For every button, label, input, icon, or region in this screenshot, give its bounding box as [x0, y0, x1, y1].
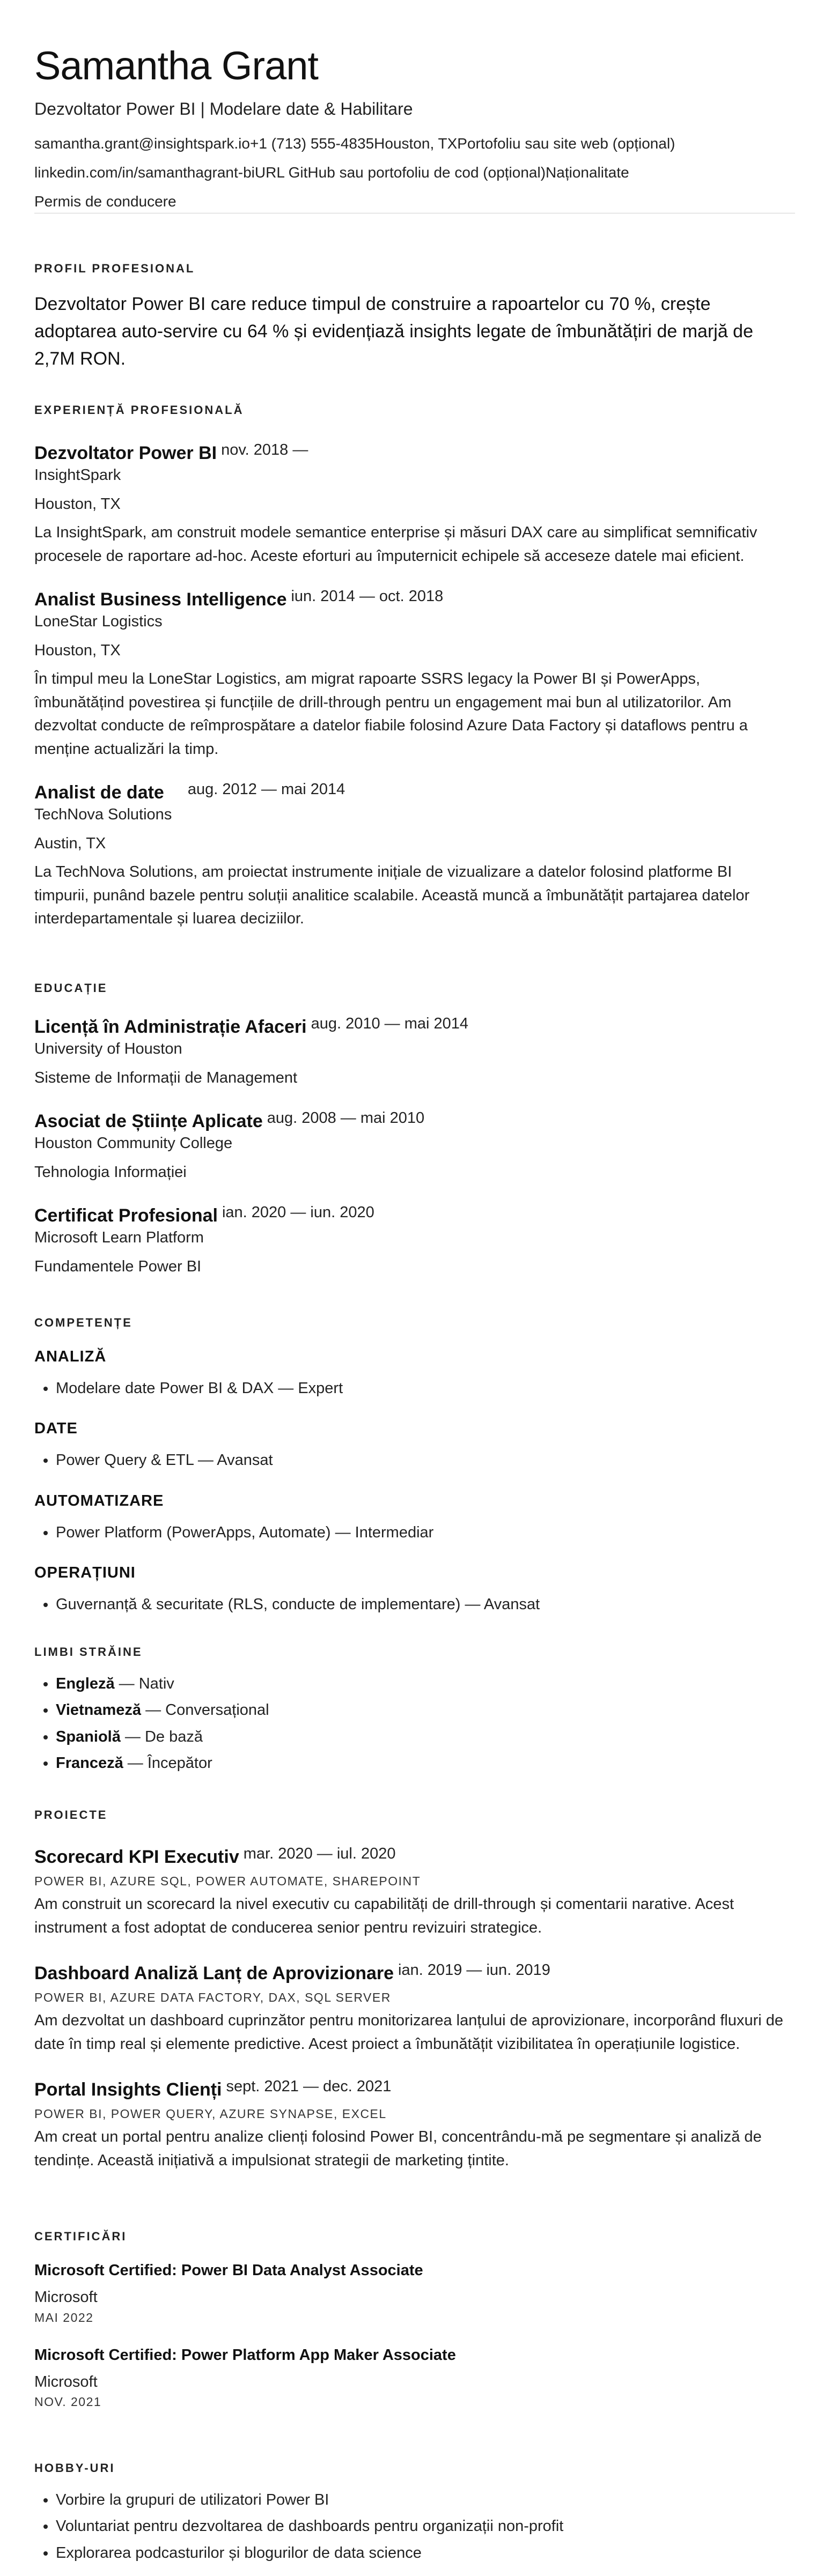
- education-degree: Asociat de Științe Aplicate: [34, 1111, 263, 1131]
- skill-list: [34, 1375, 790, 1402]
- project-item: [34, 1963, 790, 2056]
- certification-date: NOV. 2021: [34, 2395, 102, 2409]
- projects-section: [34, 1808, 790, 2172]
- education-section: [34, 981, 790, 1278]
- experience-role: Analist Business Intelligence: [34, 589, 287, 610]
- language-level: — Nativ: [114, 1675, 174, 1692]
- education-dates: aug. 2010 — mai 2014: [311, 1015, 469, 1032]
- language-name: Engleză: [56, 1675, 115, 1692]
- education-item: [34, 1111, 790, 1184]
- experience-dates: iun. 2014 — oct. 2018: [291, 588, 444, 605]
- hobbies-section: [34, 2461, 790, 2566]
- skill-list: [34, 1520, 790, 1546]
- language-level: — De bază: [120, 1728, 203, 1745]
- experience-item: [34, 589, 790, 761]
- contact-linkedin[interactable]: linkedin.com/in/samanthagrant-bi: [34, 164, 255, 181]
- language-item: [56, 1750, 790, 1776]
- experience-item: [34, 443, 790, 568]
- education-school: Microsoft Learn Platform: [34, 1229, 204, 1246]
- experience-title: EXPERIENȚĂ PROFESIONALĂ: [34, 403, 244, 417]
- skill-item: • Modelare date Power BI & DAX — Expert: [56, 1375, 790, 1402]
- summary-text: Dezvoltator Power BI care reduce timpul de construire a rapoartelor cu 70 %, crește adoptarea auto-servire cu 64 % și evidențiază insights legate de îmbunătățiri de marjă de 2,7M RON.: [34, 294, 753, 369]
- project-dates: sept. 2021 — dec. 2021: [226, 2078, 392, 2095]
- skill-item: • Power Query & ETL — Avansat: [56, 1447, 790, 1474]
- experience-description: La TechNova Solutions, am proiectat instrumente inițiale de vizualizare a datelor folosind platforme BI timpurii, punând bazele pentru soluții analitice scalabile. Această muncă a îmbunătățit partajarea datelor interdepartamentale și luarea deciziilor.: [34, 863, 750, 927]
- education-field: Tehnologia Informației: [34, 1163, 187, 1181]
- certification-issuer: Microsoft: [34, 2373, 98, 2390]
- hobby-item: • Explorarea podcasturilor și blogurilor de data science: [56, 2540, 790, 2566]
- language-level: — Începător: [123, 1754, 212, 1772]
- experience-company: InsightSpark: [34, 467, 121, 484]
- project-name: Portal Insights Clienți: [34, 2079, 222, 2100]
- education-item: [34, 1205, 790, 1278]
- certification-name: Microsoft Certified: Power BI Data Analyst Associate: [34, 2262, 423, 2279]
- language-name: Franceză: [56, 1754, 123, 1772]
- contact-phone[interactable]: +1 (713) 555-4835: [249, 135, 374, 152]
- languages-title: LIMBI STRĂINE: [34, 1645, 143, 1659]
- certifications-section: [34, 2230, 790, 2409]
- certification-date: MAI 2022: [34, 2310, 94, 2325]
- certification-issuer: Microsoft: [34, 2289, 98, 2306]
- contact-row-1: [34, 132, 790, 155]
- experience-location: Houston, TX: [34, 495, 121, 513]
- project-description: Am construit un scorecard la nivel executiv cu capabilități de drill-through și comentarii narative. Acest instrument a fost adoptat de conducerea senior pentru revizuiri strategice.: [34, 1896, 734, 1936]
- skills-title: COMPETENȚE: [34, 1316, 133, 1329]
- candidate-headline: Dezvoltator Power BI | Modelare date & Habilitare: [34, 99, 413, 119]
- language-name: Vietnameză: [56, 1701, 142, 1719]
- hobby-item: • Voluntariat pentru dezvoltarea de dashboards pentru organizații non-profit: [56, 2513, 790, 2540]
- contact-nationality: Naționalitate: [546, 164, 629, 181]
- education-degree: Licență în Administrație Afaceri: [34, 1017, 307, 1037]
- hobby-item: • Vorbire la grupuri de utilizatori Power BI: [56, 2487, 790, 2513]
- project-tech: POWER BI, AZURE SQL, POWER AUTOMATE, SHAREPOINT: [34, 1874, 421, 1888]
- certifications-title: CERTIFICĂRI: [34, 2230, 127, 2243]
- skill-group-heading: ANALIZĂ: [34, 1348, 107, 1365]
- experience-location: Austin, TX: [34, 834, 106, 852]
- skill-list: [34, 1592, 790, 1618]
- experience-description: La InsightSpark, am construit modele semantice enterprise și măsuri DAX care au simplificat semnificativ procesele de raportare ad-hoc. Aceste eforturi au împuternicit echipele să acceseze datele mai eficient.: [34, 524, 757, 565]
- education-item: [34, 1017, 790, 1090]
- contact-row-2: [34, 161, 790, 184]
- contact-driving-license: Permis de conducere: [34, 193, 176, 210]
- skills-section: [34, 1316, 790, 1618]
- education-school: University of Houston: [34, 1040, 182, 1057]
- certification-name: Microsoft Certified: Power Platform App Maker Associate: [34, 2346, 456, 2364]
- experience-dates: aug. 2012 — mai 2014: [187, 781, 345, 798]
- project-name: Dashboard Analiză Lanț de Aprovizionare: [34, 1963, 394, 1983]
- contact-github[interactable]: URL GitHub sau portofoliu de cod (opțional): [254, 164, 546, 181]
- language-name: Spaniolă: [56, 1728, 121, 1745]
- skill-group-heading: AUTOMATIZARE: [34, 1492, 164, 1509]
- language-level: — Conversațional: [141, 1701, 269, 1719]
- education-dates: aug. 2008 — mai 2010: [267, 1109, 425, 1127]
- hobbies-title: HOBBY-URI: [34, 2461, 115, 2475]
- projects-title: PROIECTE: [34, 1808, 108, 1822]
- experience-company: TechNova Solutions: [34, 806, 172, 823]
- education-school: Houston Community College: [34, 1135, 233, 1152]
- skill-list: [34, 1447, 790, 1474]
- project-tech: POWER BI, AZURE DATA FACTORY, DAX, SQL SERVER: [34, 1990, 391, 2004]
- education-field: Sisteme de Informații de Management: [34, 1069, 298, 1086]
- experience-item: [34, 782, 790, 931]
- contact-location: Houston, TX: [374, 135, 458, 152]
- skill-group-heading: DATE: [34, 1420, 78, 1438]
- experience-location: Houston, TX: [34, 641, 121, 659]
- candidate-name: Samantha Grant: [34, 43, 318, 88]
- languages-list: [34, 1671, 790, 1776]
- experience-description: În timpul meu la LoneStar Logistics, am migrat rapoarte SSRS legacy la Power BI și PowerApps, îmbunătățind povestirea și funcțiile de drill-through pentru un engagement mai bun al utilizatorilor. Am dezvoltat conducte de reîmprospătare a datelor fiabile folosind Azure Data Factory și dataflows pentru a menține actualizări la timp.: [34, 670, 748, 758]
- language-item: [56, 1724, 790, 1750]
- skill-group-heading: OPERAȚIUNI: [34, 1564, 136, 1581]
- education-degree: Certificat Profesional: [34, 1205, 218, 1226]
- contact-portfolio[interactable]: Portofoliu sau site web (opțional): [457, 135, 675, 152]
- skill-item: • Guvernanță & securitate (RLS, conducte de implementare) — Avansat: [56, 1592, 790, 1618]
- certification-item: [34, 2346, 790, 2410]
- education-title: EDUCAȚIE: [34, 981, 108, 995]
- hobbies-list: [34, 2487, 790, 2566]
- project-name: Scorecard KPI Executiv: [34, 1847, 239, 1867]
- experience-role: Analist de date: [34, 782, 164, 803]
- skill-item: • Power Platform (PowerApps, Automate) — Intermediar: [56, 1520, 790, 1546]
- project-tech: POWER BI, POWER QUERY, AZURE SYNAPSE, EXCEL: [34, 2107, 387, 2121]
- project-dates: ian. 2019 — iun. 2019: [398, 1961, 550, 1979]
- certification-item: [34, 2262, 790, 2325]
- project-description: Am dezvoltat un dashboard cuprinzător pentru monitorizarea lanțului de aprovizionare, incorporând fluxuri de date în timp real și elemente predictive. Acest proiect a îmbunătățit vizibilitatea în operațiunile logistice.: [34, 2012, 784, 2053]
- languages-section: [34, 1645, 790, 1776]
- summary-title: PROFIL PROFESIONAL: [34, 262, 195, 275]
- language-item: [56, 1697, 790, 1723]
- project-dates: mar. 2020 — iul. 2020: [243, 1845, 396, 1862]
- summary-section: [34, 262, 790, 373]
- experience-dates: nov. 2018 —: [221, 441, 308, 458]
- language-item: [56, 1671, 790, 1697]
- experience-company: LoneStar Logistics: [34, 613, 163, 630]
- experience-section: [34, 403, 790, 931]
- education-dates: ian. 2020 — iun. 2020: [222, 1204, 374, 1221]
- project-item: [34, 1847, 790, 1940]
- experience-role: Dezvoltator Power BI: [34, 443, 217, 463]
- education-field: Fundamentele Power BI: [34, 1257, 202, 1275]
- contact-email[interactable]: samantha.grant@insightspark.io: [34, 135, 250, 152]
- project-item: [34, 2079, 790, 2172]
- project-description: Am creat un portal pentru analize clienți folosind Power BI, concentrându-mă pe segmentare și analiză de tendințe. Această inițiativă a impulsionat strategii de marketing țintite.: [34, 2128, 762, 2169]
